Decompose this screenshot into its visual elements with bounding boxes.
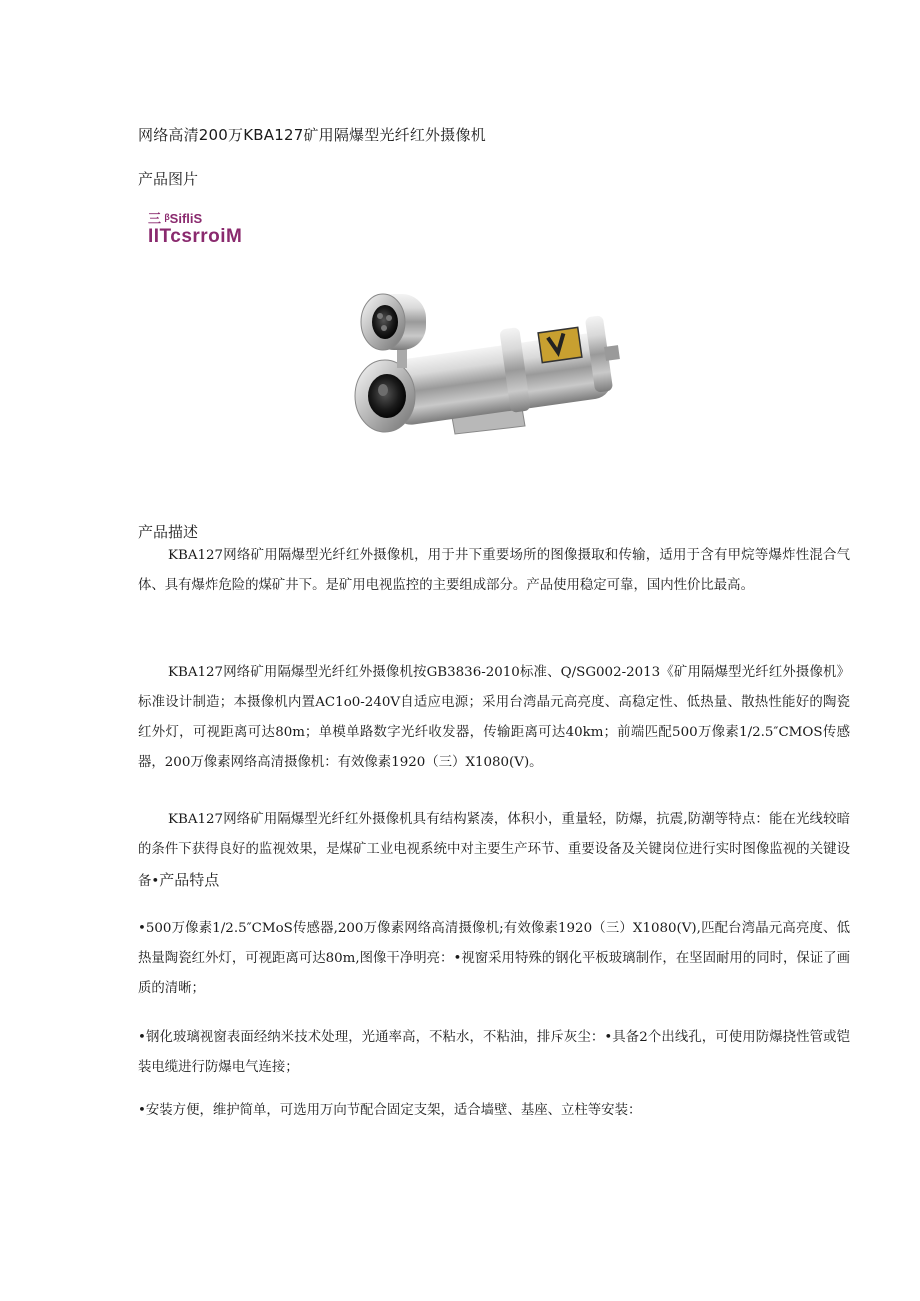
logo-line-1: 三 ᵝSifliS: [148, 211, 203, 226]
bullet-installation: •安装方便，维护简单，可选用万向节配合固定支架，适合墙壁、基座、立柱等安装：: [138, 1103, 642, 1118]
document-title: 网络高清200万KBA127矿用隔爆型光纤红外摄像机: [138, 126, 486, 144]
logo-line-2: IITcsrroiM: [148, 226, 243, 247]
paragraph-features-text: KBA127网络矿用隔爆型光纤红外摄像机具有结构紧凑，体积小，重量轻，防爆，抗震,防潮等特点：能在光线较暗的条件下获得良好的监视效果，是煤矿工业电视系统中对主要生产环节、重要设备及关键岗位进行实时图像监视的关键设备•: [138, 812, 850, 889]
section-heading-description: 产品描述: [138, 523, 199, 541]
paragraph-features: [138, 805, 850, 897]
camera-product-image: [335, 276, 635, 446]
bullet-sensor: •500万像素1/2.5″CMoS传感器,200万像素网络高清摄像机;有效像素1920（三）X1080(V),匹配台湾晶元高亮度、低热量陶瓷红外灯，可视距离可达80m,图像干净明亮：•视窗采用特殊的钢化平板玻璃制作，在坚固耐用的同时，保证了画质的清晰；: [138, 921, 850, 996]
section-heading-product-features: 产品特点: [159, 871, 220, 889]
section-heading-picture: 产品图片: [138, 170, 199, 188]
paragraph-intro: KBA127网络矿用隔爆型光纤红外摄像机，用于井下重要场所的图像摄取和传输，适用于含有甲烷等爆炸性混合气体、具有爆炸危险的煤矿井下。是矿用电视监控的主要组成部分。产品使用稳定可靠，国内性价比最高。: [138, 548, 850, 593]
brand-logo: [148, 212, 288, 248]
bullet-glass: •钢化玻璃视窗表面经纳米技术处理，光通率高，不粘水，不粘油，排斥灰尘：•具备2个出线孔，可使用防爆挠性管或铠装电缆进行防爆电气连接；: [138, 1030, 850, 1075]
paragraph-standards: KBA127网络矿用隔爆型光纤红外摄像机按GB3836-2010标准、Q/SG002-2013《矿用隔爆型光纤红外摄像机》标准设计制造；本摄像机内置AC1o0-240V自适应电源；采用台湾晶元高亮度、高稳定性、低热量、散热性能好的陶瓷红外灯，可视距离可达80m；单模单路数字光纤收发器，传输距离可达40km；前端匹配500万像素1/2.5″CMOS传感器，200万像素网络高清摄像机：有效像素1920（三）X1080(V)。: [138, 665, 850, 770]
